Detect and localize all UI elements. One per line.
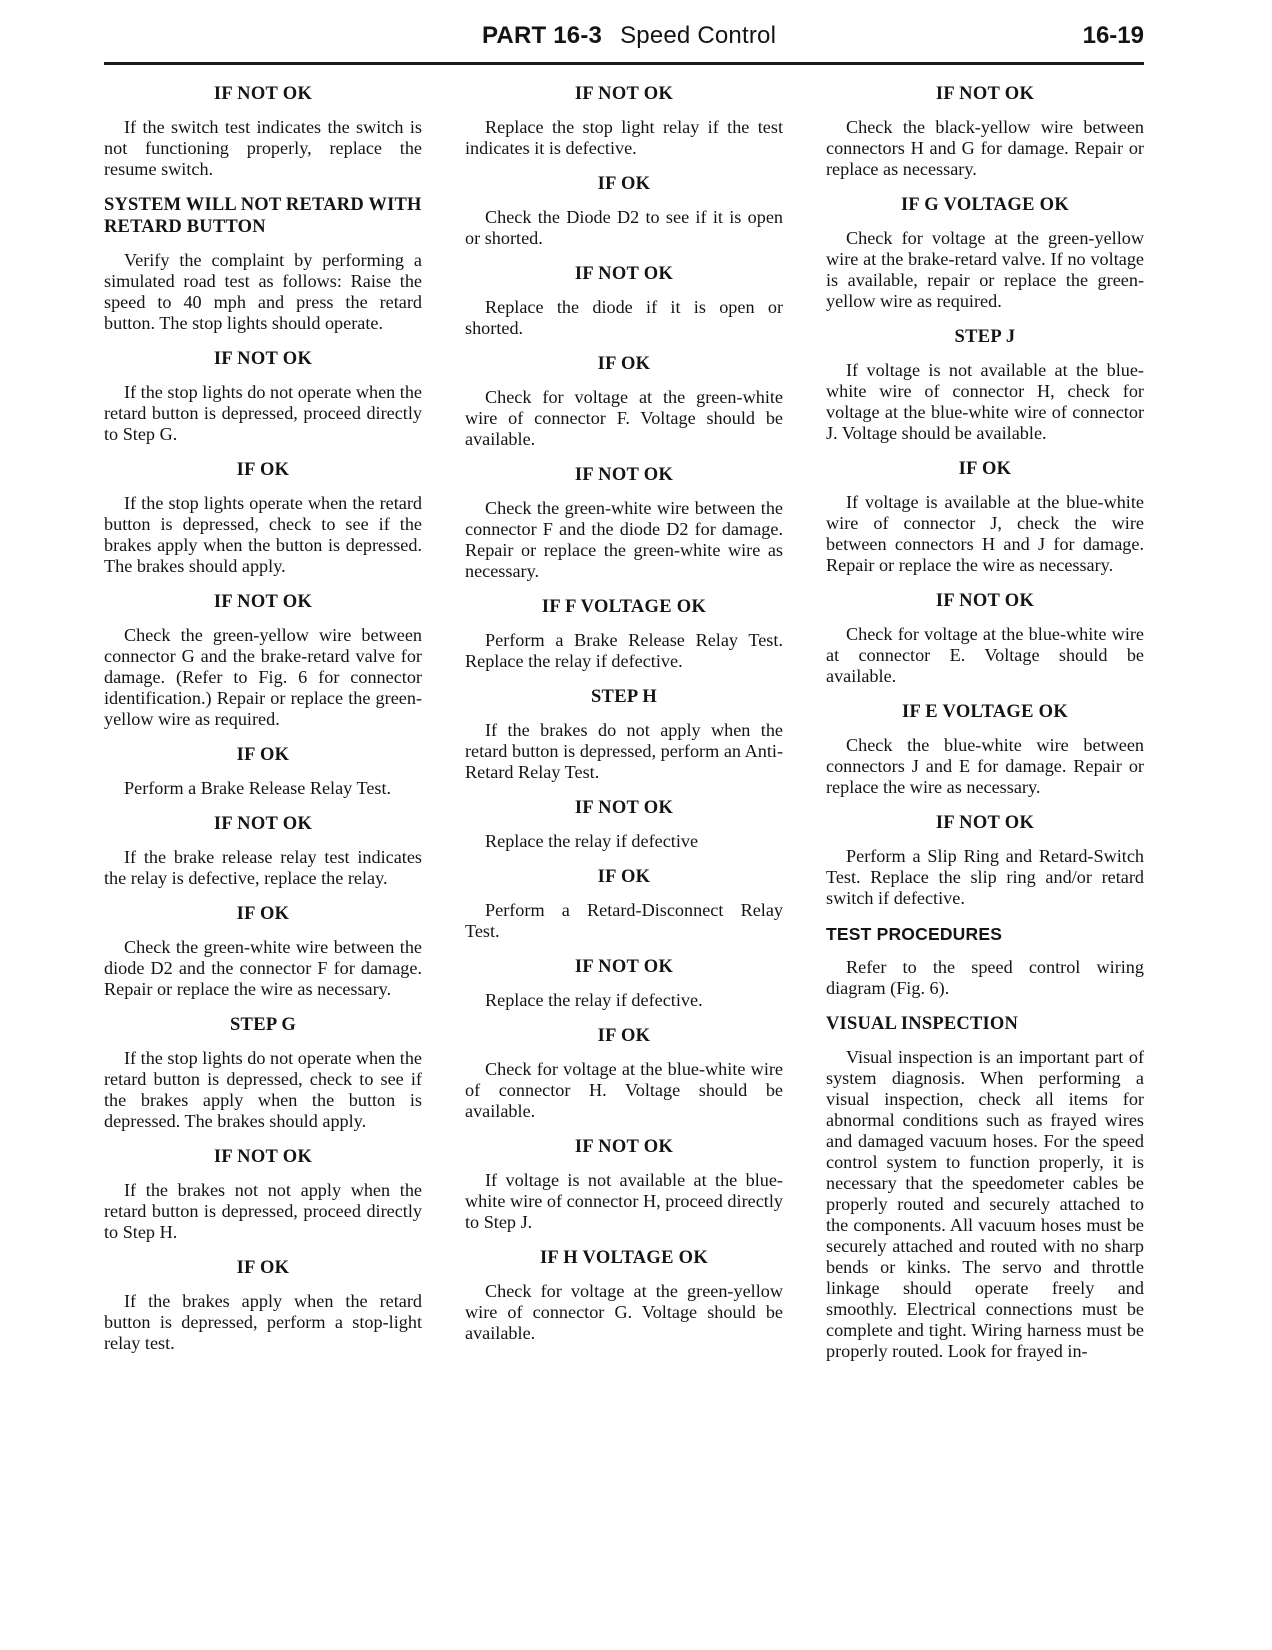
section-heading: IF OK — [597, 354, 651, 374]
body-paragraph: Perform a Slip Ring and Retard-Switch Test. Replace the slip ring and/or retard switch if defective. — [826, 846, 1144, 908]
section-heading: IF NOT OK — [213, 84, 313, 104]
body-paragraph: Replace the relay if defective — [485, 831, 699, 851]
body-paragraph: Perform a Brake Release Relay Test. — [124, 778, 392, 798]
body-paragraph: If voltage is available at the blue-white wire of connector J, check the wire between connectors H and J for damage. Repair or replace the wire as necessary. — [826, 492, 1144, 575]
section-heading: SYSTEM WILL NOT RETARD WITH RETARD BUTTON — [104, 195, 422, 237]
section-heading: IF OK — [958, 459, 1012, 479]
section-label: Speed Control — [620, 22, 777, 49]
section-heading: STEP H — [590, 687, 658, 707]
section-heading: IF NOT OK — [574, 84, 674, 104]
body-paragraph: Refer to the speed control wiring diagram (Fig. 6). — [826, 957, 1144, 998]
section-heading: IF F VOLTAGE OK — [541, 597, 707, 617]
body-paragraph: If the stop lights operate when the retard button is depressed, check to see if the brakes apply when the button is depressed. The brakes should apply. — [104, 493, 422, 576]
column-2 — [465, 83, 783, 1358]
body-paragraph: If the stop lights do not operate when the retard button is depressed, check to see if the brakes apply when the button is depressed. The brakes should apply. — [104, 1048, 423, 1131]
section-heading: STEP G — [229, 1015, 297, 1035]
section-heading: IF NOT OK — [574, 957, 674, 977]
section-heading: IF NOT OK — [935, 591, 1035, 611]
section-heading: IF OK — [236, 1258, 290, 1278]
body-paragraph: Replace the stop light relay if the test indicates it is defective. — [465, 117, 783, 158]
body-paragraph: If the switch test indicates the switch is not functioning properly, replace the resume switch. — [104, 117, 422, 179]
section-heading: IF OK — [236, 460, 290, 480]
body-paragraph: If voltage is not available at the blue-white wire of connector H, check for voltage at the blue-white wire of connector J. Voltage should be available. — [826, 360, 1144, 443]
body-paragraph: Replace the relay if defective. — [485, 990, 703, 1010]
body-paragraph: If the brake release relay test indicates the relay is defective, replace the relay. — [104, 847, 422, 888]
section-heading: IF OK — [236, 904, 290, 924]
section-heading: IF NOT OK — [935, 813, 1035, 833]
section-heading: STEP J — [954, 327, 1016, 347]
section-heading: IF NOT OK — [213, 592, 313, 612]
body-paragraph: Perform a Brake Release Relay Test. Replace the relay if defective. — [465, 630, 783, 671]
body-paragraph: Replace the diode if it is open or shorted. — [465, 297, 783, 338]
body-paragraph: Check for voltage at the green-yellow wire of connector G. Voltage should be available. — [465, 1281, 783, 1343]
section-heading: IF G VOLTAGE OK — [900, 195, 1070, 215]
body-paragraph: If the stop lights do not operate when the retard button is depressed, proceed directly to Step G. — [104, 382, 423, 444]
body-paragraph: Visual inspection is an important part of system diagnosis. When performing a visual inspection, check all items for abnormal conditions such as frayed wires and damaged vacuum hoses. For the speed control system to function properly, it is necessary that the speedometer cables be properly routed and securely attached to the components. All vacuum hoses must be securely attached and routed with no sharp bends or kinks. The servo and throttle linkage should operate freely and smoothly. Electrical connections must be complete and tight. Wiring harness must be properly routed. Look for frayed in- — [826, 1047, 1144, 1361]
body-paragraph: Check the Diode D2 to see if it is open or shorted. — [465, 207, 783, 248]
body-paragraph: Check for voltage at the blue-white wire of connector H. Voltage should be available. — [465, 1059, 783, 1121]
body-paragraph: Check for voltage at the green-yellow wire at the brake-retard valve. If no voltage is available, repair or replace the green-yellow wire as required. — [826, 228, 1144, 311]
body-paragraph: If the brakes do not apply when the retard button is depressed, perform an Anti-Retard Relay Test. — [465, 720, 783, 782]
body-paragraph: Check the green-yellow wire between connector G and the brake-retard valve for damage. (Refer to Fig. 6 for connector identification.) Repair or replace the green-yellow wire as required. — [104, 625, 422, 729]
section-heading: IF NOT OK — [574, 798, 674, 818]
section-heading: TEST PROCEDURES — [826, 924, 1003, 944]
section-heading: IF NOT OK — [213, 1147, 313, 1167]
body-paragraph: If the brakes not not apply when the retard button is depressed, proceed directly to Step H. — [104, 1180, 422, 1242]
running-title — [482, 22, 776, 50]
part-label: PART 16-3 — [482, 22, 603, 49]
body-paragraph: If voltage is not available at the blue-white wire of connector H, proceed directly to Step J. — [465, 1170, 783, 1232]
page-header — [104, 22, 1144, 62]
section-heading: IF H VOLTAGE OK — [539, 1248, 709, 1268]
section-heading: IF NOT OK — [574, 1137, 674, 1157]
page-number: 16-19 — [1082, 22, 1144, 49]
body-paragraph: Check the blue-white wire between connectors J and E for damage. Repair or replace the wire as necessary. — [826, 735, 1144, 797]
header-rule — [104, 62, 1144, 65]
section-heading: IF OK — [597, 174, 651, 194]
column-3 — [826, 83, 1144, 1376]
section-heading: IF NOT OK — [935, 84, 1035, 104]
section-heading: VISUAL INSPECTION — [826, 1014, 1019, 1034]
body-paragraph: Check the green-white wire between the diode D2 and the connector F for damage. Repair or replace the wire as necessary. — [104, 937, 422, 999]
section-heading: IF NOT OK — [574, 264, 674, 284]
section-heading: IF NOT OK — [213, 814, 313, 834]
section-heading: IF E VOLTAGE OK — [901, 702, 1069, 722]
body-paragraph: Verify the complaint by performing a simulated road test as follows: Raise the speed to 40 mph and press the retard button. The stop lights should operate. — [104, 250, 422, 333]
section-heading: IF NOT OK — [213, 349, 313, 369]
body-paragraph: Check for voltage at the blue-white wire at connector E. Voltage should be available. — [826, 624, 1144, 686]
body-paragraph: If the brakes apply when the retard button is depressed, perform a stop-light relay test. — [104, 1291, 422, 1353]
body-paragraph: Check the green-white wire between the connector F and the diode D2 for damage. Repair or replace the green-white wire as necessary. — [465, 498, 783, 581]
section-heading: IF OK — [597, 867, 651, 887]
body-paragraph: Perform a Retard-Disconnect Relay Test. — [465, 900, 783, 941]
section-heading: IF OK — [597, 1026, 651, 1046]
body-paragraph: Check the black-yellow wire between connectors H and G for damage. Repair or replace as necessary. — [826, 117, 1144, 179]
column-1 — [104, 83, 422, 1368]
section-heading: IF OK — [236, 745, 290, 765]
body-paragraph: Check for voltage at the green-white wire of connector F. Voltage should be available. — [465, 387, 783, 449]
section-heading: IF NOT OK — [574, 465, 674, 485]
